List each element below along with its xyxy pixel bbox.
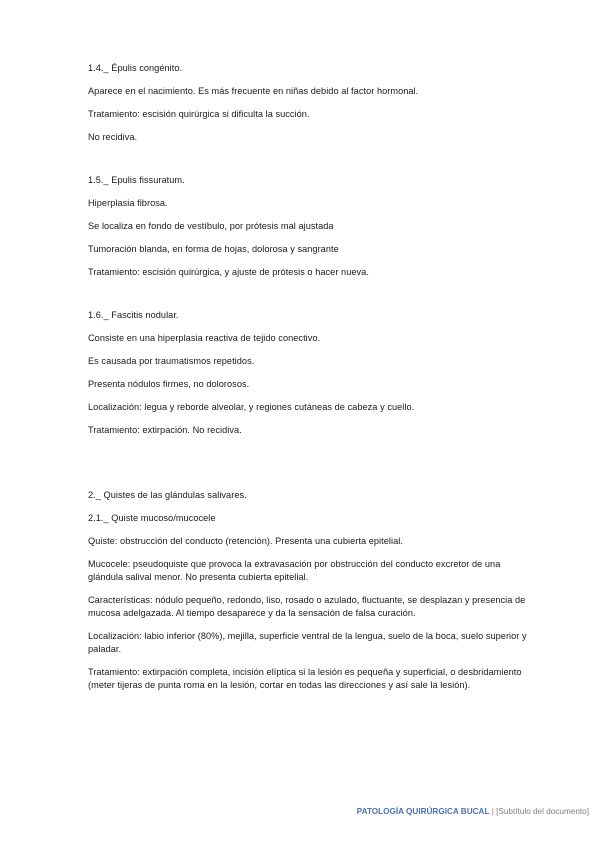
paragraph: Tumoración blanda, en forma de hojas, dolorosa y sangrante <box>88 244 339 254</box>
paragraph: No recidiva. <box>88 132 138 142</box>
footer-title: PATOLOGÍA QUIRÚRGICA BUCAL <box>356 807 490 816</box>
paragraph: Tratamiento: escisión quirúrgica, y ajuste de prótesis o hacer nueva. <box>88 267 369 277</box>
subsection-heading: 2.1._ Quiste mucoso/mucocele <box>88 513 216 523</box>
paragraph: Presenta nódulos firmes, no dolorosos. <box>88 379 250 389</box>
paragraph: Quiste: obstrucción del conducto (retención). Presenta una cubierta epitelial. <box>88 536 403 546</box>
document-body <box>88 62 528 702</box>
paragraph: Aparece en el nacimiento. Es más frecuente en niñas debido al factor hormonal. <box>88 86 419 96</box>
paragraph: Tratamiento: escisión quirúrgica si dificulta la succión. <box>88 109 310 119</box>
spacer <box>88 289 528 309</box>
section-heading: 1.5._ Epulis fissuratum. <box>88 175 185 185</box>
footer-subtitle: [Subtítulo del documento] <box>496 807 589 816</box>
paragraph: Mucocele: pseudoquiste que provoca la extravasación por obstrucción del conducto excretor de una glándula salival menor. No presenta cubierta epitelial. <box>88 559 501 582</box>
spacer <box>88 447 528 489</box>
paragraph: Características: nódulo pequeño, redondo, liso, rosado o azulado, fluctuante, se desplazan y presencia de mucosa adelgazada. Al tiempo desaparece y da la sensación de falsa curación. <box>88 595 526 618</box>
paragraph: Localización: labio inferior (80%), mejilla, superficie ventral de la lengua, suelo de la boca, suelo superior y paladar. <box>88 631 527 654</box>
paragraph: Tratamiento: extirpación. No recidiva. <box>88 425 242 435</box>
footer-separator: | <box>489 807 497 816</box>
paragraph: Localización: legua y reborde alveolar, y regiones cutáneas de cabeza y cuello. <box>88 402 415 412</box>
section-heading: 1.6._ Fascitis nodular. <box>88 310 179 320</box>
paragraph: Consiste en una hiperplasia reactiva de tejido conectivo. <box>88 333 321 343</box>
paragraph: Es causada por traumatismos repetidos. <box>88 356 255 366</box>
paragraph: Hiperplasia fibrosa. <box>88 198 168 208</box>
paragraph: Tratamiento: extirpación completa, incisión elíptica si la lesión es pequeña y superficial, o desbridamiento (meter tijeras de punta roma en la lesión, cortar en todas las direcciones y así sale la lesión). <box>88 667 522 690</box>
page-footer <box>357 807 589 816</box>
section-heading: 2._ Quistes de las glándulas salivares. <box>88 490 247 500</box>
section-heading: 1.4._ Épulis congénito. <box>88 63 183 73</box>
spacer <box>88 154 528 174</box>
paragraph: Se localiza en fondo de vestíbulo, por prótesis mal ajustada <box>88 221 334 231</box>
